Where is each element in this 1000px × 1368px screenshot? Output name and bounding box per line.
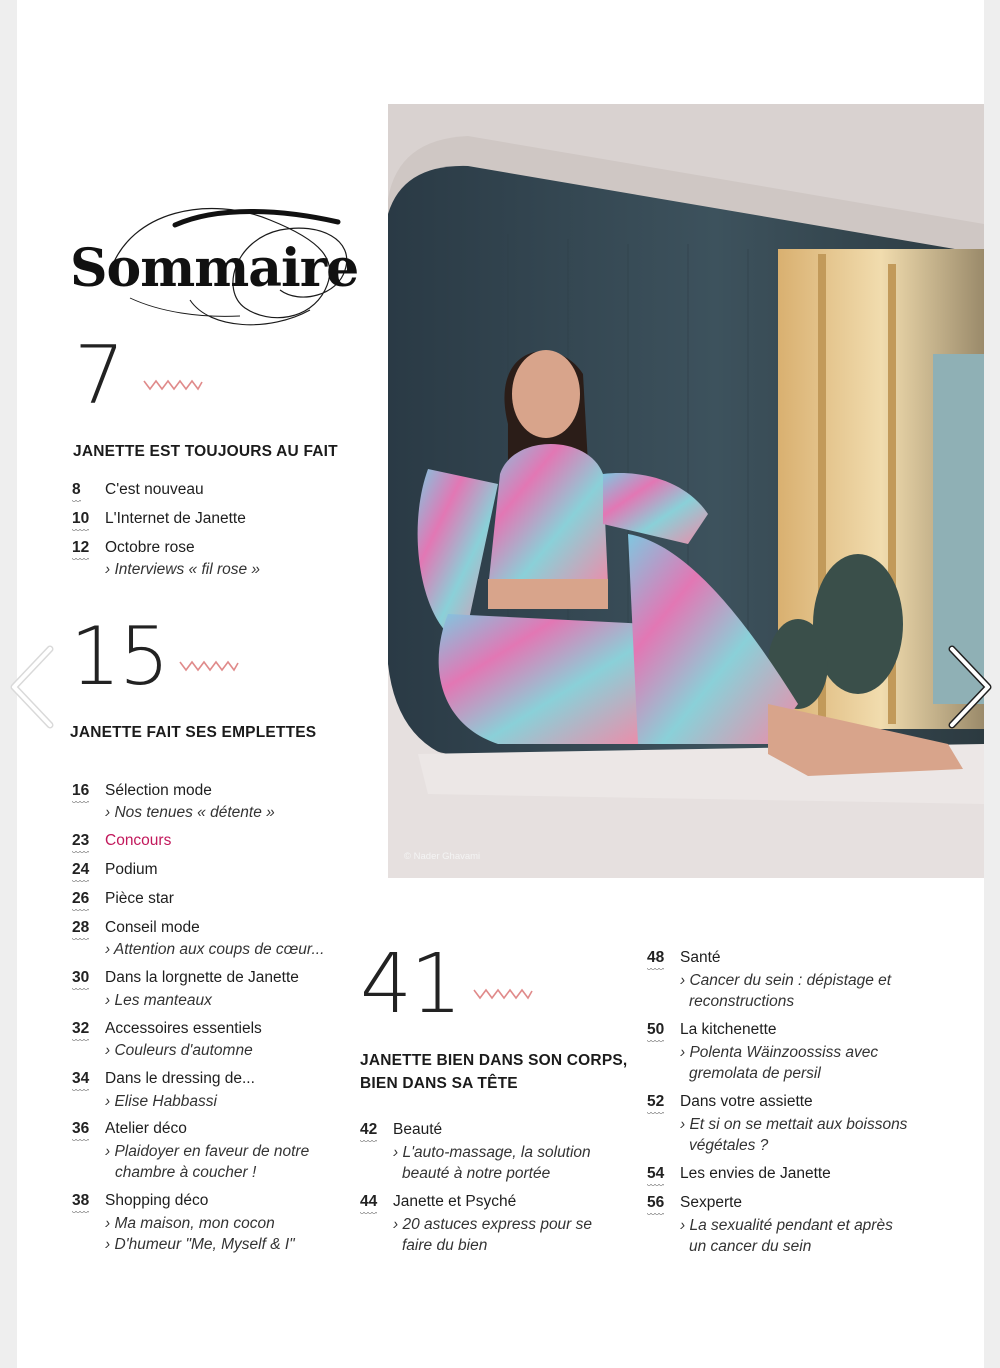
section-heading: JANETTE BIEN DANS SON CORPS, BIEN DANS SA TÊTE bbox=[360, 1052, 628, 1092]
toc-item-subtitle: › Polenta Wäinzoossiss avec bbox=[680, 1044, 879, 1061]
toc-item-title: Sélection mode bbox=[105, 782, 212, 799]
page-number: 48 bbox=[647, 949, 665, 966]
toc-item-title: Dans votre assiette bbox=[680, 1093, 813, 1110]
page-number: 56 bbox=[647, 1194, 665, 1211]
page-number: 38 bbox=[72, 1192, 90, 1209]
squiggle-icon bbox=[473, 987, 533, 1001]
toc-item-title: Shopping déco bbox=[105, 1192, 209, 1209]
toc-item-subtitle: végétales ? bbox=[689, 1137, 769, 1154]
toc-item-subtitle: › D'humeur "Me, Myself & I" bbox=[105, 1236, 295, 1253]
toc-item-subtitle: › Attention aux coups de cœur... bbox=[105, 941, 325, 958]
page-number: 23 bbox=[72, 832, 90, 849]
squiggle-icon bbox=[179, 659, 239, 673]
toc-item-title: Santé bbox=[680, 949, 721, 966]
section-number-7: 7 bbox=[74, 329, 125, 422]
page-number: 50 bbox=[647, 1021, 665, 1038]
cover-photo bbox=[388, 104, 984, 878]
toc-item-title: Concours bbox=[105, 832, 172, 849]
toc-item-subtitle: › Nos tenues « détente » bbox=[105, 804, 275, 821]
sommaire-title bbox=[70, 200, 380, 330]
page-number: 36 bbox=[72, 1120, 90, 1137]
sommaire-title-text: Sommaire bbox=[70, 238, 359, 299]
page-number: 8 bbox=[72, 481, 81, 498]
toc-item-title: Beauté bbox=[393, 1121, 443, 1138]
page-number: 42 bbox=[360, 1121, 378, 1138]
page-number: 28 bbox=[72, 919, 90, 936]
page-number: 54 bbox=[647, 1165, 665, 1182]
toc-item-subtitle: › Couleurs d'automne bbox=[105, 1042, 253, 1059]
page-number: 12 bbox=[72, 539, 90, 556]
toc-item-subtitle: reconstructions bbox=[689, 993, 795, 1010]
page-number: 34 bbox=[72, 1070, 90, 1087]
toc-item-title: Janette et Psyché bbox=[393, 1193, 517, 1210]
toc-item-subtitle: chambre à coucher ! bbox=[115, 1164, 257, 1181]
page-number: 30 bbox=[72, 969, 90, 986]
toc-item-subtitle: › L'auto-massage, la solution bbox=[393, 1144, 591, 1161]
toc-item-subtitle: faire du bien bbox=[402, 1237, 488, 1254]
section-number-15: 15 bbox=[70, 610, 168, 703]
toc-item-subtitle: › Cancer du sein : dépistage et bbox=[680, 972, 892, 989]
toc-item-subtitle: › Ma maison, mon cocon bbox=[105, 1215, 275, 1232]
section-number-41: 41 bbox=[360, 937, 461, 1032]
page-number: 10 bbox=[72, 510, 90, 527]
toc-item-title: Atelier déco bbox=[105, 1120, 187, 1137]
squiggle-icon bbox=[143, 378, 203, 392]
toc-item-title: L'Internet de Janette bbox=[105, 510, 246, 527]
next-page-button[interactable] bbox=[946, 645, 994, 729]
toc-item-title: Sexperte bbox=[680, 1194, 743, 1211]
toc-item-title: Dans la lorgnette de Janette bbox=[105, 969, 299, 986]
section-heading: JANETTE EST TOUJOURS AU FAIT bbox=[73, 443, 338, 460]
toc-item-title: Conseil mode bbox=[105, 919, 200, 936]
chevron-left-icon bbox=[6, 645, 54, 729]
toc-item-subtitle: › La sexualité pendant et après bbox=[680, 1217, 893, 1234]
toc-item-title: Accessoires essentiels bbox=[105, 1020, 262, 1037]
page-number: 32 bbox=[72, 1020, 90, 1037]
toc-item-subtitle: › Elise Habbassi bbox=[105, 1093, 217, 1110]
previous-page-button[interactable] bbox=[6, 645, 54, 729]
toc-item-title: Dans le dressing de... bbox=[105, 1070, 255, 1087]
toc-item-subtitle: › Et si on se mettait aux boissons bbox=[680, 1116, 908, 1133]
toc-item-title: Les envies de Janette bbox=[680, 1165, 831, 1182]
toc-item-subtitle: gremolata de persil bbox=[689, 1065, 821, 1082]
toc-item-subtitle: › Plaidoyer en faveur de notre bbox=[105, 1143, 310, 1160]
toc-item-subtitle: un cancer du sein bbox=[689, 1238, 812, 1255]
toc-item-title: Podium bbox=[105, 861, 158, 878]
chevron-right-icon bbox=[946, 645, 994, 729]
toc-item-title: La kitchenette bbox=[680, 1021, 777, 1038]
page-number: 44 bbox=[360, 1193, 378, 1210]
photo-credit: © Nader Ghavami bbox=[404, 851, 481, 862]
toc-item-subtitle: › Interviews « fil rose » bbox=[105, 561, 261, 578]
toc-item-subtitle: › Les manteaux bbox=[105, 992, 212, 1009]
section-heading: JANETTE FAIT SES EMPLETTES bbox=[70, 724, 317, 741]
page-number: 24 bbox=[72, 861, 90, 878]
toc-item-title: C'est nouveau bbox=[105, 481, 204, 498]
toc-item-subtitle: beauté à notre portée bbox=[402, 1165, 551, 1182]
page-number: 16 bbox=[72, 782, 90, 799]
toc-item-title: Pièce star bbox=[105, 890, 174, 907]
page-number: 52 bbox=[647, 1093, 665, 1110]
toc-item-title: Octobre rose bbox=[105, 539, 195, 556]
toc-item-subtitle: › 20 astuces express pour se bbox=[393, 1216, 593, 1233]
woman-yoga-photo-icon bbox=[388, 104, 984, 878]
page-number: 26 bbox=[72, 890, 90, 907]
